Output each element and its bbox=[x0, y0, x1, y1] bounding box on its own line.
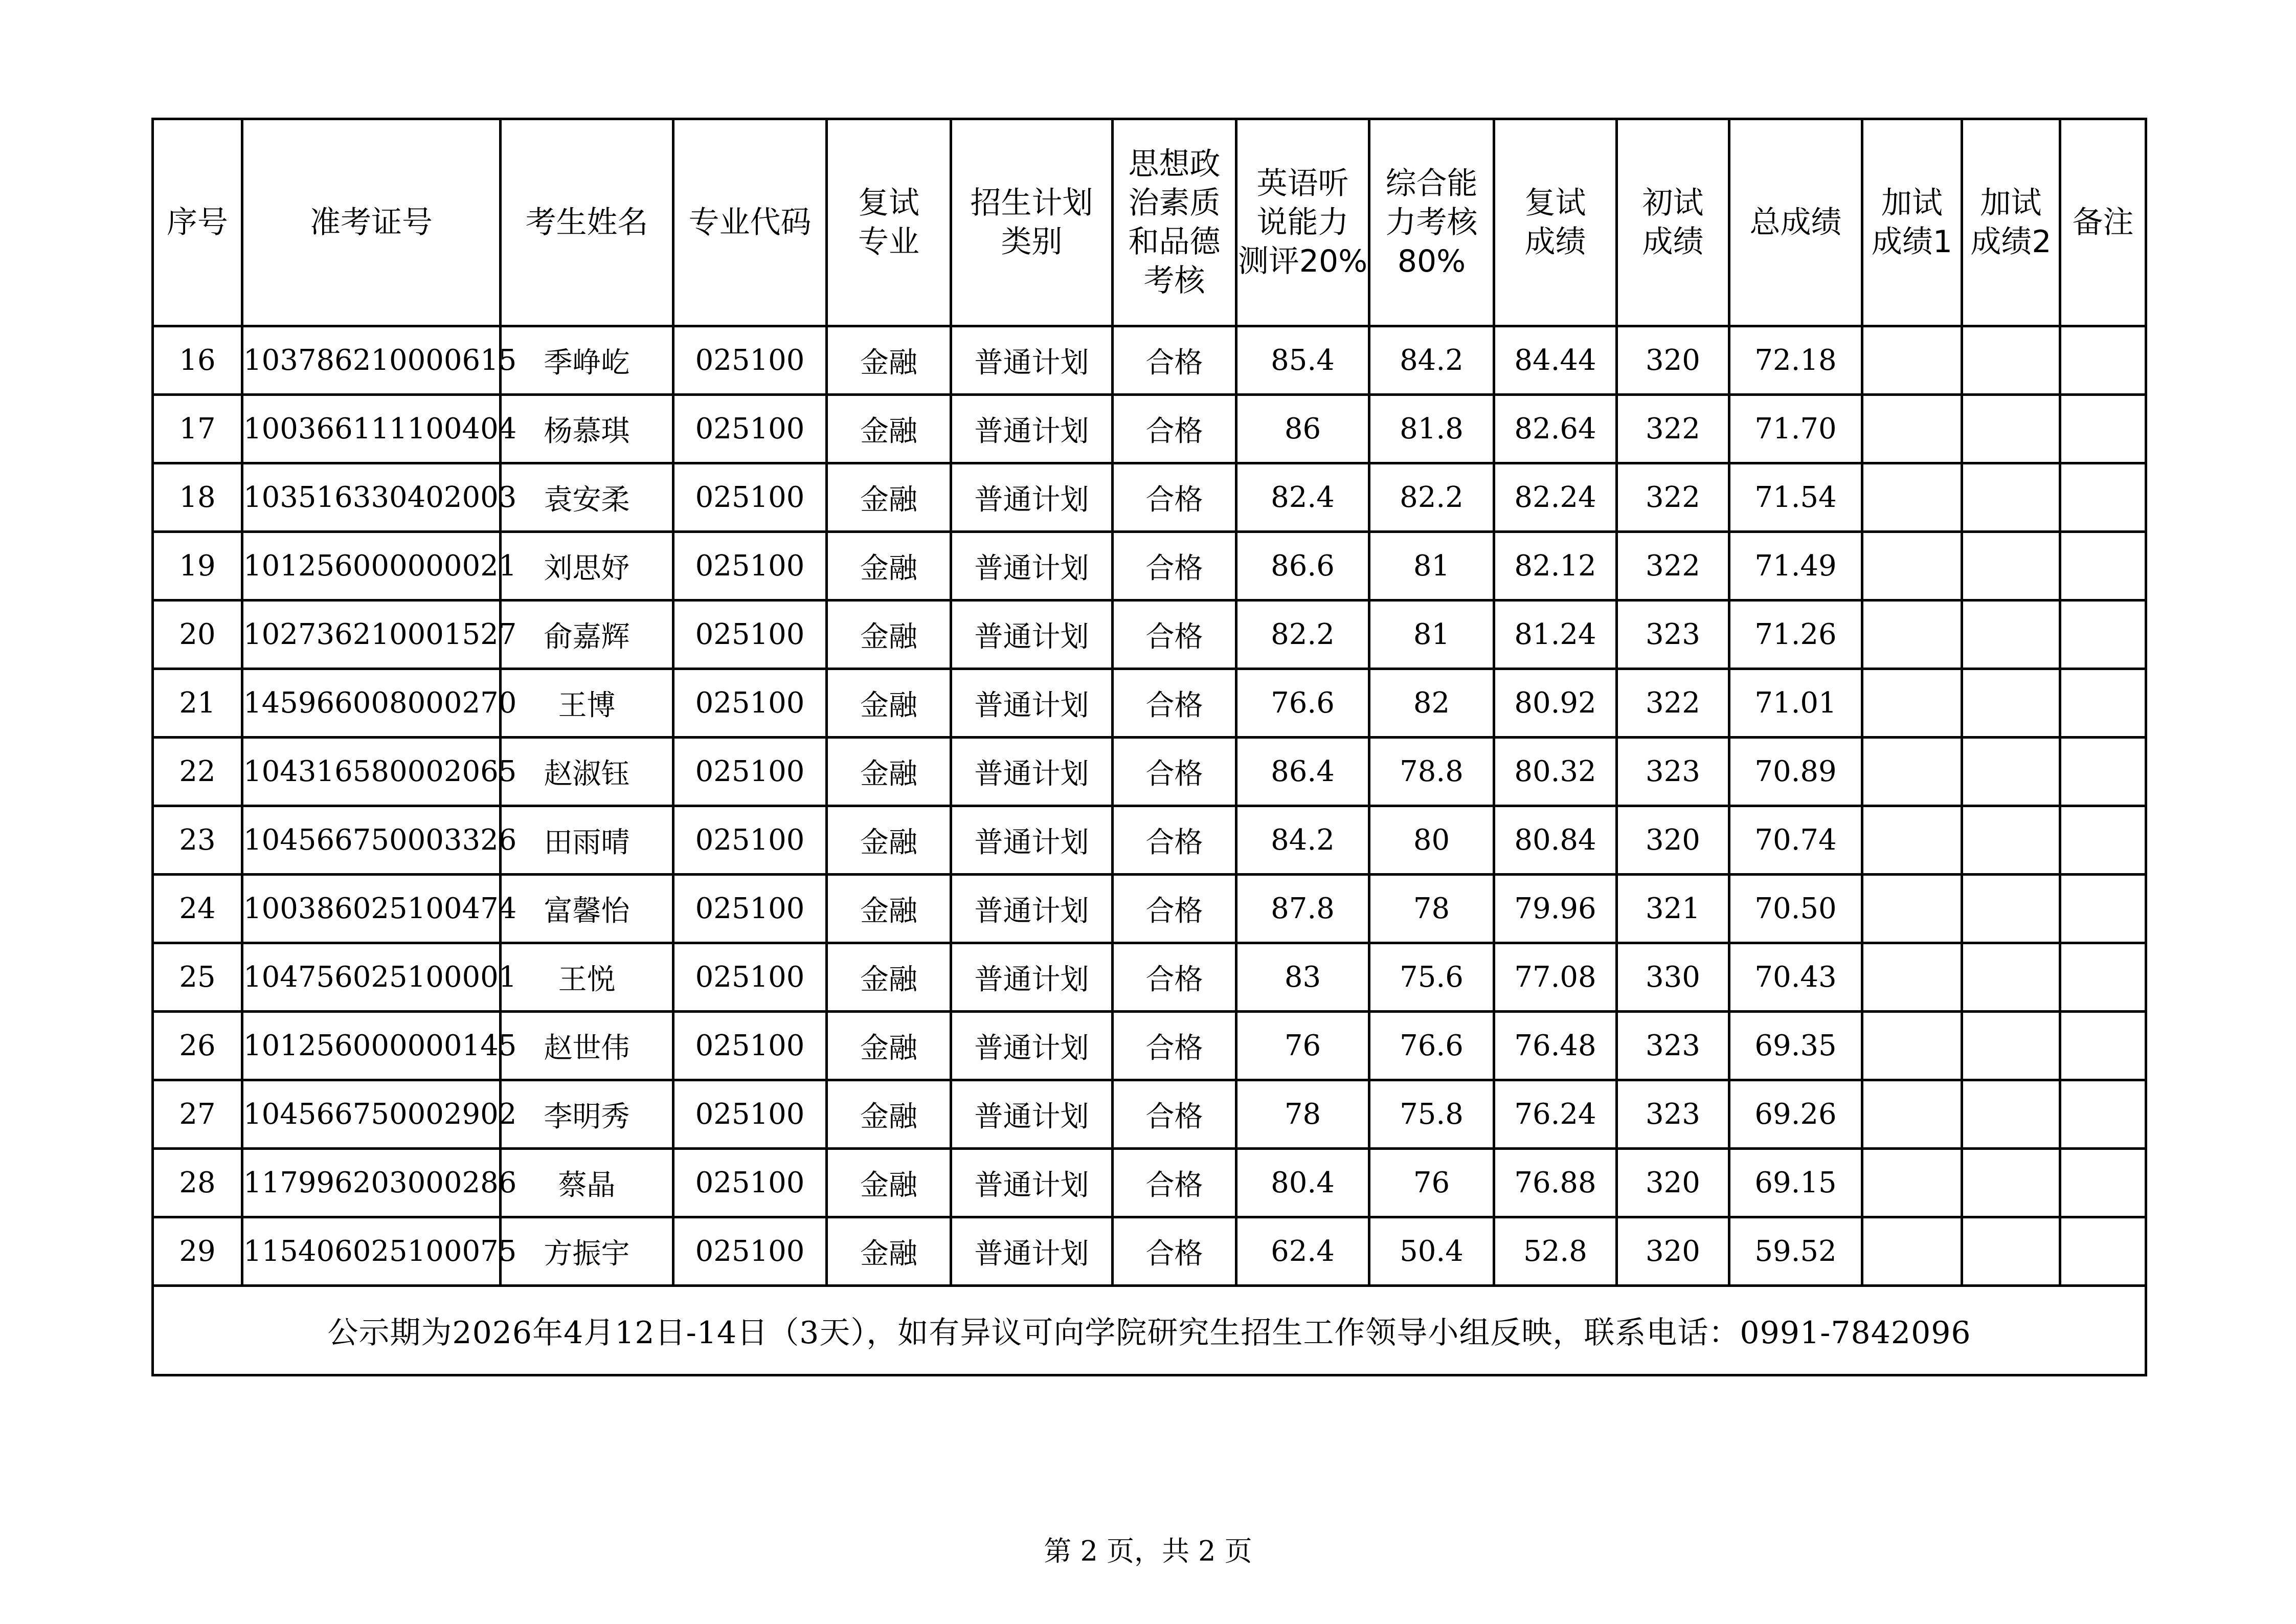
cell-retest-major: 金融 bbox=[827, 326, 951, 395]
cell-initial-score: 323 bbox=[1617, 1012, 1729, 1080]
cell-name: 蔡晶 bbox=[501, 1149, 673, 1217]
cell-retest-score: 79.96 bbox=[1494, 875, 1617, 943]
cell-plan-type: 普通计划 bbox=[951, 1012, 1113, 1080]
cell-retest-major: 金融 bbox=[827, 1149, 951, 1217]
cell-remarks bbox=[2060, 395, 2146, 463]
cell-total-score: 59.52 bbox=[1729, 1217, 1862, 1286]
cell-political-assessment: 合格 bbox=[1113, 600, 1236, 669]
cell-ticket-no: 101256000000145 bbox=[242, 1012, 501, 1080]
cell-remarks bbox=[2060, 463, 2146, 532]
cell-comprehensive: 81 bbox=[1369, 600, 1494, 669]
cell-english-oral: 62.4 bbox=[1236, 1217, 1369, 1286]
cell-retest-score: 52.8 bbox=[1494, 1217, 1617, 1286]
table-row bbox=[153, 600, 2146, 669]
cell-remarks bbox=[2060, 943, 2146, 1012]
cell-seq: 22 bbox=[153, 738, 242, 806]
cell-major-code: 025100 bbox=[673, 1149, 827, 1217]
table-row bbox=[153, 1080, 2146, 1149]
cell-comprehensive: 76 bbox=[1369, 1149, 1494, 1217]
cell-ticket-no: 115406025100075 bbox=[242, 1217, 501, 1286]
cell-retest-score: 82.24 bbox=[1494, 463, 1617, 532]
header-comprehensive: 综合能 力考核 80% bbox=[1369, 119, 1494, 326]
cell-retest-major: 金融 bbox=[827, 806, 951, 875]
cell-remarks bbox=[2060, 600, 2146, 669]
cell-initial-score: 320 bbox=[1617, 1149, 1729, 1217]
header-row bbox=[153, 119, 2146, 326]
cell-retest-major: 金融 bbox=[827, 943, 951, 1012]
cell-plan-type: 普通计划 bbox=[951, 326, 1113, 395]
table-row bbox=[153, 395, 2146, 463]
cell-major-code: 025100 bbox=[673, 1012, 827, 1080]
cell-retest-score: 76.48 bbox=[1494, 1012, 1617, 1080]
cell-major-code: 025100 bbox=[673, 738, 827, 806]
cell-retest-major: 金融 bbox=[827, 738, 951, 806]
cell-extra-score-2 bbox=[1962, 806, 2060, 875]
cell-extra-score-1 bbox=[1862, 395, 1962, 463]
cell-retest-score: 76.88 bbox=[1494, 1149, 1617, 1217]
cell-major-code: 025100 bbox=[673, 806, 827, 875]
table-row bbox=[153, 806, 2146, 875]
cell-total-score: 71.70 bbox=[1729, 395, 1862, 463]
cell-seq: 19 bbox=[153, 532, 242, 600]
cell-retest-major: 金融 bbox=[827, 600, 951, 669]
cell-initial-score: 323 bbox=[1617, 738, 1729, 806]
cell-plan-type: 普通计划 bbox=[951, 806, 1113, 875]
cell-political-assessment: 合格 bbox=[1113, 1149, 1236, 1217]
cell-ticket-no: 103786210000615 bbox=[242, 326, 501, 395]
cell-retest-major: 金融 bbox=[827, 1012, 951, 1080]
cell-extra-score-2 bbox=[1962, 395, 2060, 463]
cell-ticket-no: 100386025100474 bbox=[242, 875, 501, 943]
cell-retest-score: 82.12 bbox=[1494, 532, 1617, 600]
cell-english-oral: 86.4 bbox=[1236, 738, 1369, 806]
cell-plan-type: 普通计划 bbox=[951, 463, 1113, 532]
cell-ticket-no: 104566750003326 bbox=[242, 806, 501, 875]
cell-initial-score: 322 bbox=[1617, 532, 1729, 600]
cell-english-oral: 76.6 bbox=[1236, 669, 1369, 738]
cell-initial-score: 330 bbox=[1617, 943, 1729, 1012]
cell-ticket-no: 104316580002065 bbox=[242, 738, 501, 806]
cell-seq: 24 bbox=[153, 875, 242, 943]
cell-seq: 27 bbox=[153, 1080, 242, 1149]
cell-extra-score-2 bbox=[1962, 1217, 2060, 1286]
cell-retest-major: 金融 bbox=[827, 875, 951, 943]
cell-retest-score: 80.32 bbox=[1494, 738, 1617, 806]
cell-seq: 28 bbox=[153, 1149, 242, 1217]
cell-english-oral: 80.4 bbox=[1236, 1149, 1369, 1217]
cell-extra-score-1 bbox=[1862, 1217, 1962, 1286]
cell-remarks bbox=[2060, 326, 2146, 395]
cell-comprehensive: 80 bbox=[1369, 806, 1494, 875]
cell-english-oral: 87.8 bbox=[1236, 875, 1369, 943]
cell-ticket-no: 104566750002902 bbox=[242, 1080, 501, 1149]
cell-name: 方振宇 bbox=[501, 1217, 673, 1286]
cell-total-score: 72.18 bbox=[1729, 326, 1862, 395]
cell-extra-score-1 bbox=[1862, 600, 1962, 669]
cell-initial-score: 322 bbox=[1617, 395, 1729, 463]
cell-english-oral: 82.4 bbox=[1236, 463, 1369, 532]
cell-major-code: 025100 bbox=[673, 943, 827, 1012]
cell-extra-score-2 bbox=[1962, 463, 2060, 532]
cell-english-oral: 84.2 bbox=[1236, 806, 1369, 875]
cell-retest-score: 82.64 bbox=[1494, 395, 1617, 463]
cell-extra-score-2 bbox=[1962, 326, 2060, 395]
cell-political-assessment: 合格 bbox=[1113, 669, 1236, 738]
cell-extra-score-1 bbox=[1862, 1080, 1962, 1149]
cell-seq: 20 bbox=[153, 600, 242, 669]
header-remarks: 备注 bbox=[2060, 119, 2146, 326]
cell-total-score: 70.74 bbox=[1729, 806, 1862, 875]
header-ticket-no: 准考证号 bbox=[242, 119, 501, 326]
cell-political-assessment: 合格 bbox=[1113, 395, 1236, 463]
cell-seq: 18 bbox=[153, 463, 242, 532]
cell-english-oral: 86.6 bbox=[1236, 532, 1369, 600]
cell-name: 赵世伟 bbox=[501, 1012, 673, 1080]
cell-major-code: 025100 bbox=[673, 463, 827, 532]
cell-extra-score-2 bbox=[1962, 669, 2060, 738]
cell-remarks bbox=[2060, 1080, 2146, 1149]
cell-political-assessment: 合格 bbox=[1113, 1217, 1236, 1286]
header-retest-score: 复试 成绩 bbox=[1494, 119, 1617, 326]
table-row bbox=[153, 669, 2146, 738]
table-row bbox=[153, 1149, 2146, 1217]
cell-plan-type: 普通计划 bbox=[951, 738, 1113, 806]
header-name: 考生姓名 bbox=[501, 119, 673, 326]
cell-seq: 23 bbox=[153, 806, 242, 875]
cell-plan-type: 普通计划 bbox=[951, 395, 1113, 463]
cell-remarks bbox=[2060, 1149, 2146, 1217]
cell-extra-score-1 bbox=[1862, 738, 1962, 806]
header-political-assessment: 思想政 治素质 和品德 考核 bbox=[1113, 119, 1236, 326]
cell-major-code: 025100 bbox=[673, 669, 827, 738]
cell-total-score: 71.54 bbox=[1729, 463, 1862, 532]
cell-english-oral: 83 bbox=[1236, 943, 1369, 1012]
cell-comprehensive: 75.6 bbox=[1369, 943, 1494, 1012]
cell-seq: 17 bbox=[153, 395, 242, 463]
cell-plan-type: 普通计划 bbox=[951, 943, 1113, 1012]
cell-remarks bbox=[2060, 1012, 2146, 1080]
cell-extra-score-1 bbox=[1862, 943, 1962, 1012]
header-extra-score-1: 加试 成绩1 bbox=[1862, 119, 1962, 326]
cell-political-assessment: 合格 bbox=[1113, 1012, 1236, 1080]
cell-total-score: 70.89 bbox=[1729, 738, 1862, 806]
header-major-code: 专业代码 bbox=[673, 119, 827, 326]
cell-remarks bbox=[2060, 532, 2146, 600]
notice-row bbox=[153, 1286, 2146, 1375]
cell-extra-score-2 bbox=[1962, 600, 2060, 669]
cell-ticket-no: 103516330402003 bbox=[242, 463, 501, 532]
cell-name: 季峥屹 bbox=[501, 326, 673, 395]
cell-english-oral: 86 bbox=[1236, 395, 1369, 463]
cell-political-assessment: 合格 bbox=[1113, 1080, 1236, 1149]
cell-seq: 26 bbox=[153, 1012, 242, 1080]
cell-extra-score-2 bbox=[1962, 738, 2060, 806]
header-extra-score-2: 加试 成绩2 bbox=[1962, 119, 2060, 326]
cell-political-assessment: 合格 bbox=[1113, 463, 1236, 532]
header-plan-type: 招生计划 类别 bbox=[951, 119, 1113, 326]
cell-name: 赵淑钰 bbox=[501, 738, 673, 806]
header-seq: 序号 bbox=[153, 119, 242, 326]
cell-ticket-no: 145966008000270 bbox=[242, 669, 501, 738]
cell-plan-type: 普通计划 bbox=[951, 875, 1113, 943]
cell-remarks bbox=[2060, 738, 2146, 806]
cell-major-code: 025100 bbox=[673, 875, 827, 943]
cell-remarks bbox=[2060, 806, 2146, 875]
cell-seq: 21 bbox=[153, 669, 242, 738]
cell-extra-score-1 bbox=[1862, 1012, 1962, 1080]
cell-extra-score-2 bbox=[1962, 532, 2060, 600]
cell-extra-score-2 bbox=[1962, 1012, 2060, 1080]
cell-initial-score: 322 bbox=[1617, 463, 1729, 532]
cell-total-score: 70.50 bbox=[1729, 875, 1862, 943]
cell-total-score: 71.26 bbox=[1729, 600, 1862, 669]
table-row bbox=[153, 463, 2146, 532]
cell-english-oral: 76 bbox=[1236, 1012, 1369, 1080]
cell-initial-score: 323 bbox=[1617, 1080, 1729, 1149]
cell-retest-score: 77.08 bbox=[1494, 943, 1617, 1012]
table-row bbox=[153, 532, 2146, 600]
cell-extra-score-2 bbox=[1962, 875, 2060, 943]
cell-ticket-no: 104756025100001 bbox=[242, 943, 501, 1012]
cell-name: 俞嘉辉 bbox=[501, 600, 673, 669]
cell-comprehensive: 81 bbox=[1369, 532, 1494, 600]
cell-retest-score: 80.84 bbox=[1494, 806, 1617, 875]
cell-extra-score-1 bbox=[1862, 669, 1962, 738]
cell-extra-score-2 bbox=[1962, 1080, 2060, 1149]
cell-major-code: 025100 bbox=[673, 1080, 827, 1149]
cell-extra-score-1 bbox=[1862, 806, 1962, 875]
cell-seq: 29 bbox=[153, 1217, 242, 1286]
cell-name: 田雨晴 bbox=[501, 806, 673, 875]
table-row bbox=[153, 1012, 2146, 1080]
cell-ticket-no: 101256000000021 bbox=[242, 532, 501, 600]
cell-major-code: 025100 bbox=[673, 1217, 827, 1286]
cell-extra-score-1 bbox=[1862, 1149, 1962, 1217]
cell-extra-score-2 bbox=[1962, 943, 2060, 1012]
cell-name: 王悦 bbox=[501, 943, 673, 1012]
cell-extra-score-2 bbox=[1962, 1149, 2060, 1217]
table-body bbox=[153, 326, 2146, 1286]
header-english-oral: 英语听 说能力 测评20% bbox=[1236, 119, 1369, 326]
cell-comprehensive: 76.6 bbox=[1369, 1012, 1494, 1080]
cell-extra-score-1 bbox=[1862, 875, 1962, 943]
score-table bbox=[151, 118, 2147, 1376]
cell-plan-type: 普通计划 bbox=[951, 669, 1113, 738]
table-row bbox=[153, 326, 2146, 395]
cell-comprehensive: 84.2 bbox=[1369, 326, 1494, 395]
cell-retest-major: 金融 bbox=[827, 395, 951, 463]
cell-initial-score: 320 bbox=[1617, 326, 1729, 395]
cell-political-assessment: 合格 bbox=[1113, 326, 1236, 395]
cell-comprehensive: 78 bbox=[1369, 875, 1494, 943]
cell-ticket-no: 117996203000286 bbox=[242, 1149, 501, 1217]
cell-name: 杨慕琪 bbox=[501, 395, 673, 463]
cell-total-score: 70.43 bbox=[1729, 943, 1862, 1012]
cell-extra-score-1 bbox=[1862, 463, 1962, 532]
cell-extra-score-1 bbox=[1862, 326, 1962, 395]
table-row bbox=[153, 738, 2146, 806]
cell-comprehensive: 75.8 bbox=[1369, 1080, 1494, 1149]
cell-retest-major: 金融 bbox=[827, 532, 951, 600]
cell-total-score: 71.01 bbox=[1729, 669, 1862, 738]
notice-text: 公示期为2026年4月12日-14日（3天），如有异议可向学院研究生招生工作领导小组反映，联系电话：0991-7842096 bbox=[153, 1286, 2146, 1375]
header-initial-score: 初试 成绩 bbox=[1617, 119, 1729, 326]
cell-initial-score: 320 bbox=[1617, 1217, 1729, 1286]
cell-major-code: 025100 bbox=[673, 326, 827, 395]
cell-name: 刘思妤 bbox=[501, 532, 673, 600]
cell-retest-major: 金融 bbox=[827, 669, 951, 738]
cell-ticket-no: 100366111100404 bbox=[242, 395, 501, 463]
header-total-score: 总成绩 bbox=[1729, 119, 1862, 326]
cell-remarks bbox=[2060, 875, 2146, 943]
cell-name: 王博 bbox=[501, 669, 673, 738]
cell-initial-score: 321 bbox=[1617, 875, 1729, 943]
cell-plan-type: 普通计划 bbox=[951, 532, 1113, 600]
cell-plan-type: 普通计划 bbox=[951, 600, 1113, 669]
cell-retest-score: 81.24 bbox=[1494, 600, 1617, 669]
cell-political-assessment: 合格 bbox=[1113, 532, 1236, 600]
cell-retest-score: 76.24 bbox=[1494, 1080, 1617, 1149]
cell-retest-score: 84.44 bbox=[1494, 326, 1617, 395]
cell-seq: 25 bbox=[153, 943, 242, 1012]
cell-remarks bbox=[2060, 1217, 2146, 1286]
cell-extra-score-1 bbox=[1862, 532, 1962, 600]
table-row bbox=[153, 943, 2146, 1012]
header-retest-major: 复试 专业 bbox=[827, 119, 951, 326]
cell-plan-type: 普通计划 bbox=[951, 1217, 1113, 1286]
cell-total-score: 69.15 bbox=[1729, 1149, 1862, 1217]
cell-major-code: 025100 bbox=[673, 600, 827, 669]
cell-total-score: 69.26 bbox=[1729, 1080, 1862, 1149]
cell-ticket-no: 102736210001527 bbox=[242, 600, 501, 669]
cell-total-score: 71.49 bbox=[1729, 532, 1862, 600]
cell-initial-score: 323 bbox=[1617, 600, 1729, 669]
cell-retest-major: 金融 bbox=[827, 1080, 951, 1149]
cell-remarks bbox=[2060, 669, 2146, 738]
cell-comprehensive: 50.4 bbox=[1369, 1217, 1494, 1286]
cell-political-assessment: 合格 bbox=[1113, 806, 1236, 875]
cell-major-code: 025100 bbox=[673, 395, 827, 463]
cell-political-assessment: 合格 bbox=[1113, 875, 1236, 943]
cell-retest-major: 金融 bbox=[827, 463, 951, 532]
cell-political-assessment: 合格 bbox=[1113, 943, 1236, 1012]
cell-name: 袁安柔 bbox=[501, 463, 673, 532]
cell-name: 富馨怡 bbox=[501, 875, 673, 943]
cell-comprehensive: 78.8 bbox=[1369, 738, 1494, 806]
cell-political-assessment: 合格 bbox=[1113, 738, 1236, 806]
table-row bbox=[153, 875, 2146, 943]
cell-comprehensive: 82.2 bbox=[1369, 463, 1494, 532]
cell-name: 李明秀 bbox=[501, 1080, 673, 1149]
table-row bbox=[153, 1217, 2146, 1286]
cell-retest-major: 金融 bbox=[827, 1217, 951, 1286]
page-number: 第 2 页，共 2 页 bbox=[1044, 1535, 1252, 1567]
cell-initial-score: 320 bbox=[1617, 806, 1729, 875]
cell-english-oral: 78 bbox=[1236, 1080, 1369, 1149]
cell-english-oral: 82.2 bbox=[1236, 600, 1369, 669]
cell-seq: 16 bbox=[153, 326, 242, 395]
cell-retest-score: 80.92 bbox=[1494, 669, 1617, 738]
cell-initial-score: 322 bbox=[1617, 669, 1729, 738]
cell-major-code: 025100 bbox=[673, 532, 827, 600]
cell-comprehensive: 82 bbox=[1369, 669, 1494, 738]
cell-comprehensive: 81.8 bbox=[1369, 395, 1494, 463]
cell-total-score: 69.35 bbox=[1729, 1012, 1862, 1080]
cell-english-oral: 85.4 bbox=[1236, 326, 1369, 395]
cell-plan-type: 普通计划 bbox=[951, 1080, 1113, 1149]
cell-plan-type: 普通计划 bbox=[951, 1149, 1113, 1217]
